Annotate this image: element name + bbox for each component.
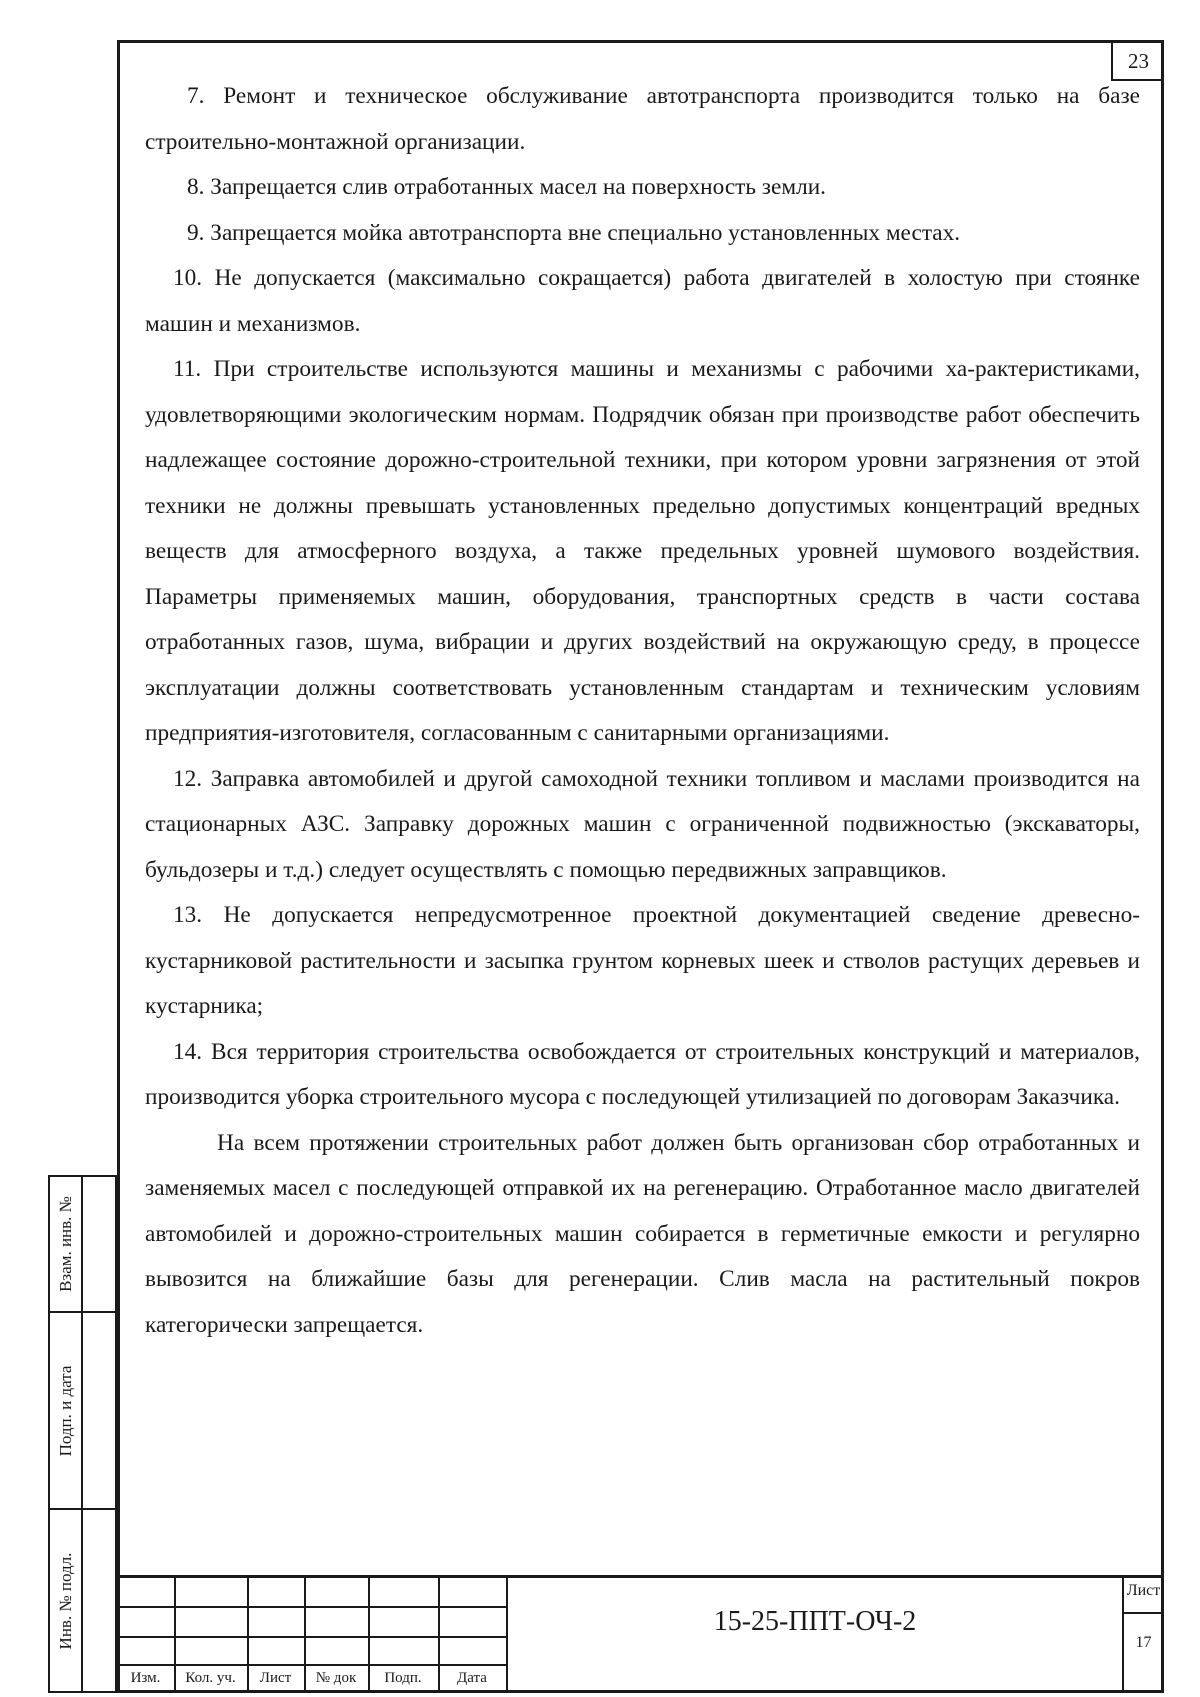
- side-label-inv: Инв. № подл.: [55, 1552, 75, 1649]
- side-label-vzam: Взам. инв. №: [55, 1196, 75, 1292]
- paragraph-oil-collection: На всем протяжении строительных работ должен быть организован сбор отработанных и заменяемых масел с последующей отправкой их на регенерацию. Отработанное масло двигателей автомобилей и дорожно-строительных машин собирается в герметичные емкости и регулярно вывозится на ближайшие базы для регенерации. Слив масла на растительный покров категорически запрещается.: [145, 1129, 1140, 1338]
- title-block: [117, 1575, 1164, 1693]
- paragraph-7: 7. Ремонт и техническое обслуживание автотранспорта производится только на базе строительно-монтажной организации.: [145, 83, 1140, 155]
- paragraph-14: 14. Вся территория строительства освобождается от строительных конструкций и материалов, производится уборка строительного мусора с последующей утилизацией по договорам Заказчика.: [145, 1038, 1140, 1110]
- paragraph-8: 8. Запрещается слив отработанных масел на поверхность земли.: [187, 174, 826, 200]
- col-data: Дата: [457, 1670, 487, 1686]
- col-podp: Подп.: [384, 1670, 422, 1686]
- paragraph-13: 13. Не допускается непредусмотренное проектной документацией сведение древесно-кустарниковой растительности и засыпка грунтом корневых шеек и стволов растущих деревьев и кустарника;: [145, 902, 1140, 1019]
- side-box-vzam: [48, 1175, 117, 1313]
- col-n-dok: № док: [315, 1670, 357, 1686]
- sheet-label: Лист: [1126, 1582, 1161, 1599]
- paragraph-10: 10. Не допускается (максимально сокращается) работа двигателей в холостую при стоянке машин и механизмов.: [145, 265, 1140, 337]
- paragraph-11: 11. При строительстве используются машины и механизмы с рабочими ха-рактеристиками, удовлетворяющими экологическим нормам. Подрядчик обязан при производстве работ обеспечить надлежащее состояние дорожно-строительной техники, при котором уровни загрязнения от этой техники не должны превышать установленных предельно допустимых концентраций вредных веществ для атмосферного воздуха, а также предельных уровней шумового воздействия. Параметры применяемых машин, оборудования, транспортных средств в части состава отработанных газов, шума, вибрации и других воздействий на окружающую среду, в процессе эксплуатации должны соответствовать установленным стандартам и техническим условиям предприятия-изготовителя, согласованным с санитарными организациями.: [145, 356, 1140, 746]
- paragraph-9: 9. Запрещается мойка автотранспорта вне специально установленных местах.: [187, 219, 961, 246]
- sheet-number: 17: [1135, 1634, 1152, 1651]
- side-box-podp: [48, 1311, 117, 1510]
- col-izm: Изм.: [130, 1670, 161, 1686]
- paragraph-12: 12. Заправка автомобилей и другой самоходной техники топливом и маслами производится на стационарных АЗС. Заправку дорожных машин с ограниченной подвижностью (экскаваторы, бульдозеры и т.д.) следует осуществлять с помощью передвижных заправщиков.: [145, 765, 1140, 883]
- document-body: [145, 74, 1140, 1348]
- page-number: 23: [1111, 43, 1164, 81]
- side-box-inv: [48, 1508, 117, 1693]
- document-code: 15-25-ППТ-ОЧ-2: [713, 1606, 917, 1637]
- col-list: Лист: [259, 1670, 292, 1686]
- col-kol-uch: Кол. уч.: [185, 1670, 236, 1686]
- side-label-podp: Подп. и дата: [55, 1365, 75, 1456]
